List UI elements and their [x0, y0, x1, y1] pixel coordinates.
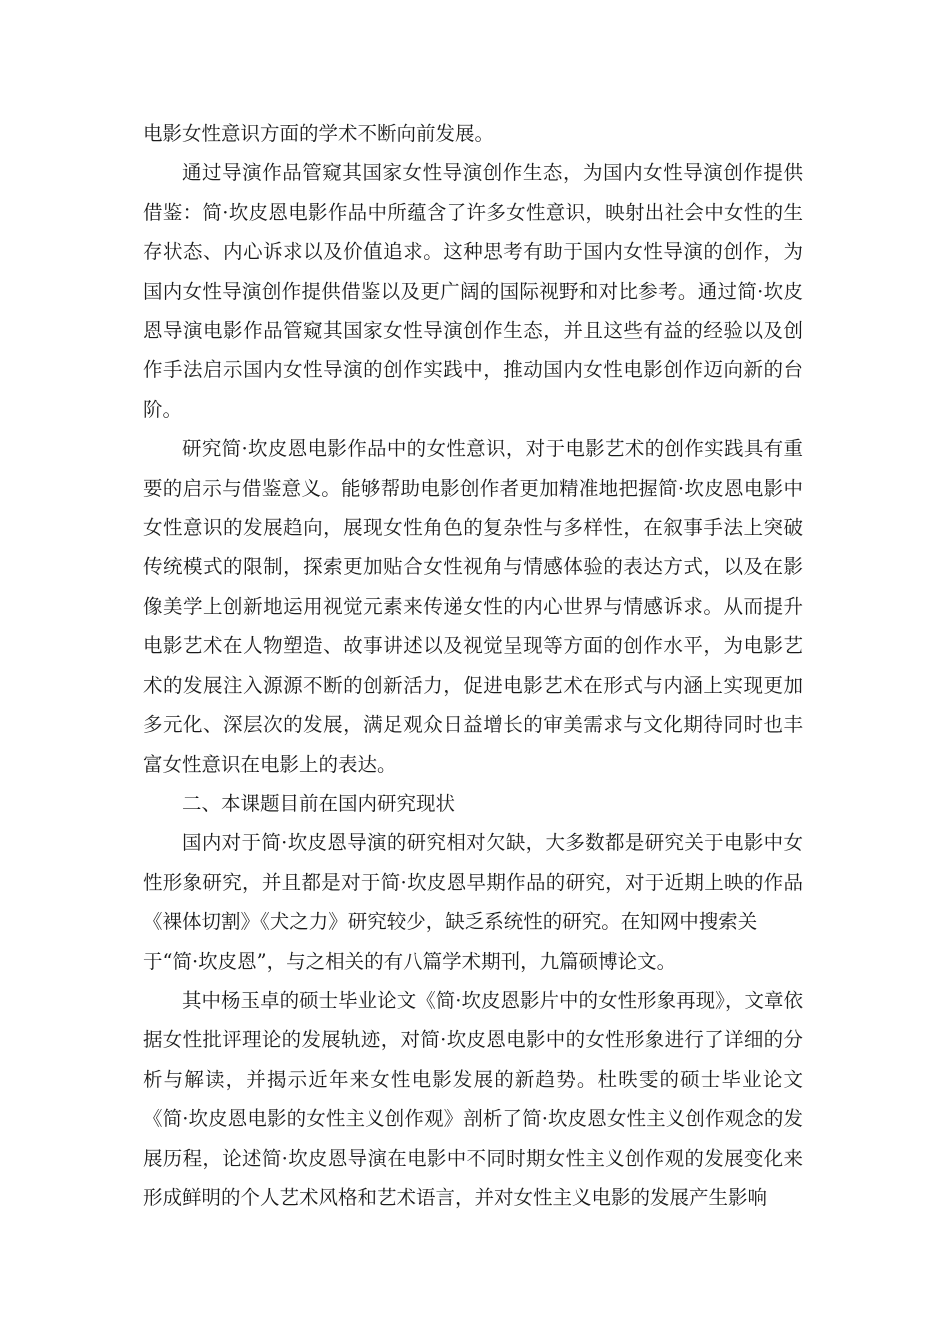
paragraph-domestic-research: 国内对于简·坎皮恩导演的研究相对欠缺，大多数都是研究关于电影中女性形象研究，并且都是对于简·坎皮恩早期作品的研究，对于近期上映的作品《裸体切割》《犬之力》研究较少，缺乏系统性的研究。在知网中搜索关: [143, 831, 803, 934]
paragraph-thesis-review: 其中杨玉卓的硕士毕业论文《简·坎皮恩影片中的女性形象再现》，文章依据女性批评理论的发展轨迹，对简·坎皮恩电影中的女性形象进行了详细的分析与解读，并揭示近年来女性电影发展的新趋势。杜昳雯的硕士毕业论文《简·坎皮恩电影的女性主义创作观》剖析了简·坎皮恩女性主义创作观念的发展历程，论述简·坎皮恩导演在电影中不同时期女性主义创作观的发展变化来形成鲜明的个人艺术风格和艺术语言，并对女性主义电影的发展产生影响: [143, 988, 803, 1209]
paragraph-continuation: 电影女性意识方面的学术不断向前发展。: [143, 122, 495, 145]
paragraph-practical-significance: 研究简·坎皮恩电影作品中的女性意识，对于电影艺术的创作实践具有重要的启示与借鉴意义。能够帮助电影创作者更加精准地把握简·坎皮恩电影中女性意识的发展趋向，展现女性角色的复杂性与多样性，在叙事手法上突破传统模式的限制，探索更加贴合女性视角与情感体验的表达方式，以及在影像美学上创新地运用视觉元素来传递女性的内心世界与情感诉求。从而提升电影艺术在人物塑造、故事讲述以及视觉呈现等方面的创作水平，为电影艺术的发展注入源源不断的创新活力，促进电影艺术在形式与内涵上实现更加多元化、深层次的发展，满足观众日益增长的审美需求与文化期待同时也丰富女性意识在电影上的表达。: [143, 437, 803, 776]
section-heading: 二、本课题目前在国内研究现状: [182, 791, 456, 815]
paragraph-search-results: 于“简·坎皮恩”，与之相关的有八篇学术期刊，九篇硕博论文。: [143, 949, 677, 973]
paragraph-reference-value: 通过导演作品管窥其国家女性导演创作生态，为国内女性导演创作提供借鉴：简·坎皮恩电影作品中所蕴含了许多女性意识，映射出社会中女性的生存状态、内心诉求以及价值追求。这种思考有助于国内女性导演的创作，为国内女性导演创作提供借鉴以及更广阔的国际视野和对比参考。通过简·坎皮恩导演电影作品管窥其国家女性导演创作生态，并且这些有益的经验以及创作手法启示国内女性导演的创作实践中，推动国内女性电影创作迈向新的台阶。: [143, 161, 803, 421]
body-text: [143, 114, 803, 1217]
